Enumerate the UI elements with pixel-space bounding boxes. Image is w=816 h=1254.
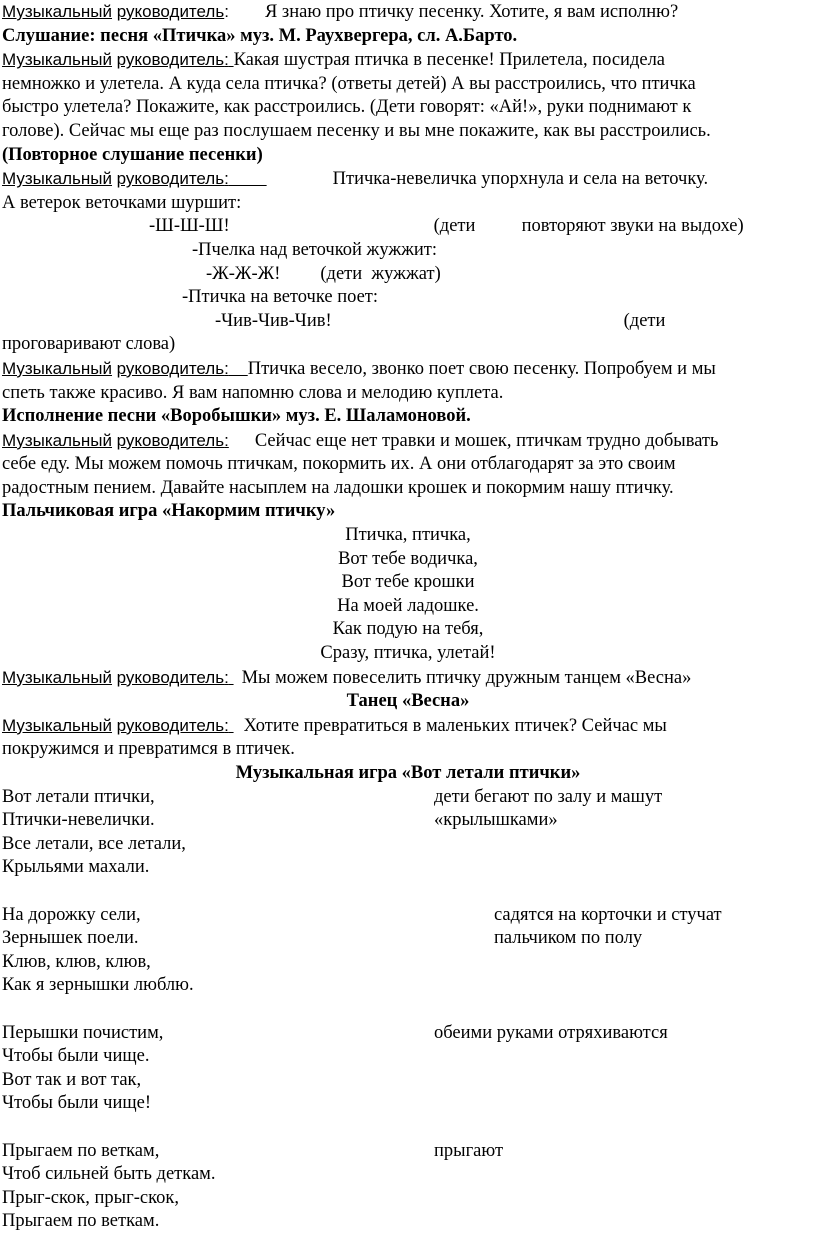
speaker-role-2-underlined: руководитель: bbox=[116, 50, 229, 70]
paragraph-7-line-2: покружимся и превратимся в птичек. bbox=[2, 739, 295, 760]
paragraph-3-line-1 bbox=[2, 167, 814, 192]
sound-2-note: (дети жужжат) bbox=[320, 263, 441, 284]
paragraph-4-line-1 bbox=[2, 357, 814, 382]
sound-1-note: (дети повторяют звуки на выдохе) bbox=[433, 216, 744, 237]
speaker-role: Музыкальный bbox=[2, 715, 113, 735]
sound-3: -Чив-Чив-Чив! bbox=[215, 310, 332, 331]
stanza-note: прыгают bbox=[434, 1140, 504, 1161]
paragraph-7-line-1 bbox=[2, 714, 814, 739]
sound-1: -Ш-Ш-Ш! bbox=[149, 216, 230, 237]
heading-music-game: Музыкальная игра «Вот летали птички» bbox=[235, 763, 581, 783]
stanza-line: Чтобы были чище. bbox=[2, 1046, 150, 1067]
paragraph-5-line-2: себе еду. Мы можем помочь птичкам, покормить их. А они отблагодарят за это своим bbox=[2, 454, 676, 475]
bird-sings-line: -Птичка на веточке поет: bbox=[182, 287, 379, 308]
poem-line: Вот тебе крошки bbox=[341, 572, 475, 593]
game-stanza-2 bbox=[2, 904, 814, 998]
paragraph-5-text: Сейчас еще нет травки и мошек, птичкам трудно добывать bbox=[254, 430, 719, 451]
stanza-line: Вот так и вот так, bbox=[2, 1069, 142, 1090]
poem-line: На моей ладошке. bbox=[337, 595, 479, 616]
speaker-role-2-underlined: руководитель: bbox=[116, 358, 229, 378]
speaker-role: Музыкальный bbox=[2, 50, 113, 70]
heading-listening: Слушание: песня «Птичка» муз. М. Раухвергера, сл. А.Барто. bbox=[2, 25, 518, 46]
paragraph-4-text: Птичка весело, звонко поет свою песенку. Попробуем и мы bbox=[247, 358, 716, 379]
paragraph-2-text: Какая шустрая птичка в песенке! Прилетела, посидела bbox=[233, 50, 666, 71]
paragraph-6-text: Мы можем повеселить птичку дружным танцем «Весна» bbox=[241, 667, 692, 688]
game-stanza-4 bbox=[2, 1140, 814, 1234]
sound-line-3-cont: проговаривают слова) bbox=[2, 334, 176, 355]
paragraph-5-line-3: радостным пением. Давайте насыплем на ладошки крошек и покормим нашу птичку. bbox=[2, 477, 674, 498]
stanza-line: Птички-невелички. bbox=[2, 810, 155, 831]
paragraph-7-text: Хотите превратиться в маленьких птичек? Сейчас мы bbox=[243, 715, 667, 736]
bee-line: -Пчелка над веточкой жужжит: bbox=[192, 239, 438, 260]
stanza-line: Все летали, все летали, bbox=[2, 833, 186, 854]
poem-line: Птичка, птичка, bbox=[345, 525, 471, 546]
paragraph-intro bbox=[2, 0, 814, 25]
stanza-line: Чтоб сильней быть деткам. bbox=[2, 1164, 216, 1185]
stanza-line: Зернышек поели. bbox=[2, 928, 139, 949]
paragraph-4-line-2: спеть также красиво. Я вам напомню слова и мелодию куплета. bbox=[2, 382, 504, 403]
stanza-line: Чтобы были чище! bbox=[2, 1093, 152, 1114]
paragraph-2-line-4: голове). Сейчас мы еще раз послушаем песенку и вы мне покажите, как вы расстроились. bbox=[2, 120, 711, 141]
stanza-line: Клюв, клюв, клюв, bbox=[2, 951, 151, 972]
stanza-line: Прыг-скок, прыг-скок, bbox=[2, 1187, 179, 1208]
poem-line: Сразу, птичка, улетай! bbox=[320, 643, 496, 664]
speaker-role: Музыкальный bbox=[2, 169, 113, 189]
paragraph-2-line-2: немножко и улетела. А куда села птичка? (ответы детей) А вы расстроились, что птичка bbox=[2, 73, 696, 94]
paragraph-3-line-2: А ветерок веточками шуршит: bbox=[2, 192, 242, 213]
paragraph-3-text: Птичка-невеличка упорхнула и села на веточку. bbox=[332, 169, 709, 190]
stanza-note: садятся на корточки и стучат bbox=[494, 904, 722, 925]
poem-line: Вот тебе водичка, bbox=[338, 548, 478, 569]
heading-repeat-listening: (Повторное слушание песенки) bbox=[2, 144, 263, 165]
speaker-role-2-underlined: руководитель: bbox=[116, 715, 229, 735]
intro-text: Я знаю про птичку песенку. Хотите, я вам исполню? bbox=[264, 2, 679, 22]
paragraph-6 bbox=[2, 666, 814, 691]
paragraph-2-line-3: быстро улетела? Покажите, как расстроились. (Дети говорят: «Ай!», руки поднимают к bbox=[2, 97, 692, 118]
stanza-note: дети бегают по залу и машут bbox=[434, 786, 663, 807]
stanza-note: «крылышками» bbox=[434, 810, 558, 831]
stanza-line: Как я зернышки люблю. bbox=[2, 975, 194, 996]
speaker-role: Музыкальный bbox=[2, 667, 113, 687]
speaker-role: Музыкальный bbox=[2, 358, 113, 378]
colon: : bbox=[224, 2, 229, 21]
stanza-line: Прыгаем по веткам, bbox=[2, 1140, 160, 1161]
stanza-note: пальчиком по полу bbox=[494, 928, 643, 949]
sound-line-3 bbox=[2, 310, 814, 334]
paragraph-5-line-1 bbox=[2, 429, 814, 454]
game-stanza-1 bbox=[2, 786, 814, 880]
sound-2: -Ж-Ж-Ж! bbox=[206, 263, 281, 284]
paragraph-2-line-1 bbox=[2, 48, 814, 73]
stanza-line: Прыгаем по веткам. bbox=[2, 1211, 160, 1232]
speaker-role-2-underlined: руководитель: bbox=[116, 667, 229, 687]
stanza-line: На дорожку сели, bbox=[2, 904, 141, 925]
stanza-note: обеими руками отряхиваются bbox=[434, 1022, 668, 1043]
stanza-line: Перышки почистим, bbox=[2, 1022, 164, 1043]
speaker-role: Музыкальный bbox=[2, 430, 113, 450]
speaker-role-2: руководитель bbox=[116, 2, 225, 21]
heading-song-sparrows: Исполнение песни «Воробышки» муз. Е. Шаламоновой. bbox=[2, 406, 471, 427]
heading-finger-game: Пальчиковая игра «Накормим птичку» bbox=[2, 501, 336, 522]
stanza-line: Крыльями махали. bbox=[2, 857, 150, 878]
game-stanza-3 bbox=[2, 1022, 814, 1116]
heading-dance-spring: Танец «Весна» bbox=[346, 691, 470, 712]
stanza-line: Вот летали птички, bbox=[2, 786, 155, 807]
sound-line-2 bbox=[2, 263, 814, 287]
speaker-role-2-underlined: руководитель: bbox=[116, 430, 229, 450]
poem-line: Как подую на тебя, bbox=[332, 619, 484, 640]
sound-line-1 bbox=[2, 215, 814, 239]
speaker-role: Музыкальный bbox=[2, 2, 113, 21]
sound-3-note: (дети bbox=[623, 310, 666, 331]
speaker-role-2-underlined: руководитель: bbox=[116, 169, 229, 189]
